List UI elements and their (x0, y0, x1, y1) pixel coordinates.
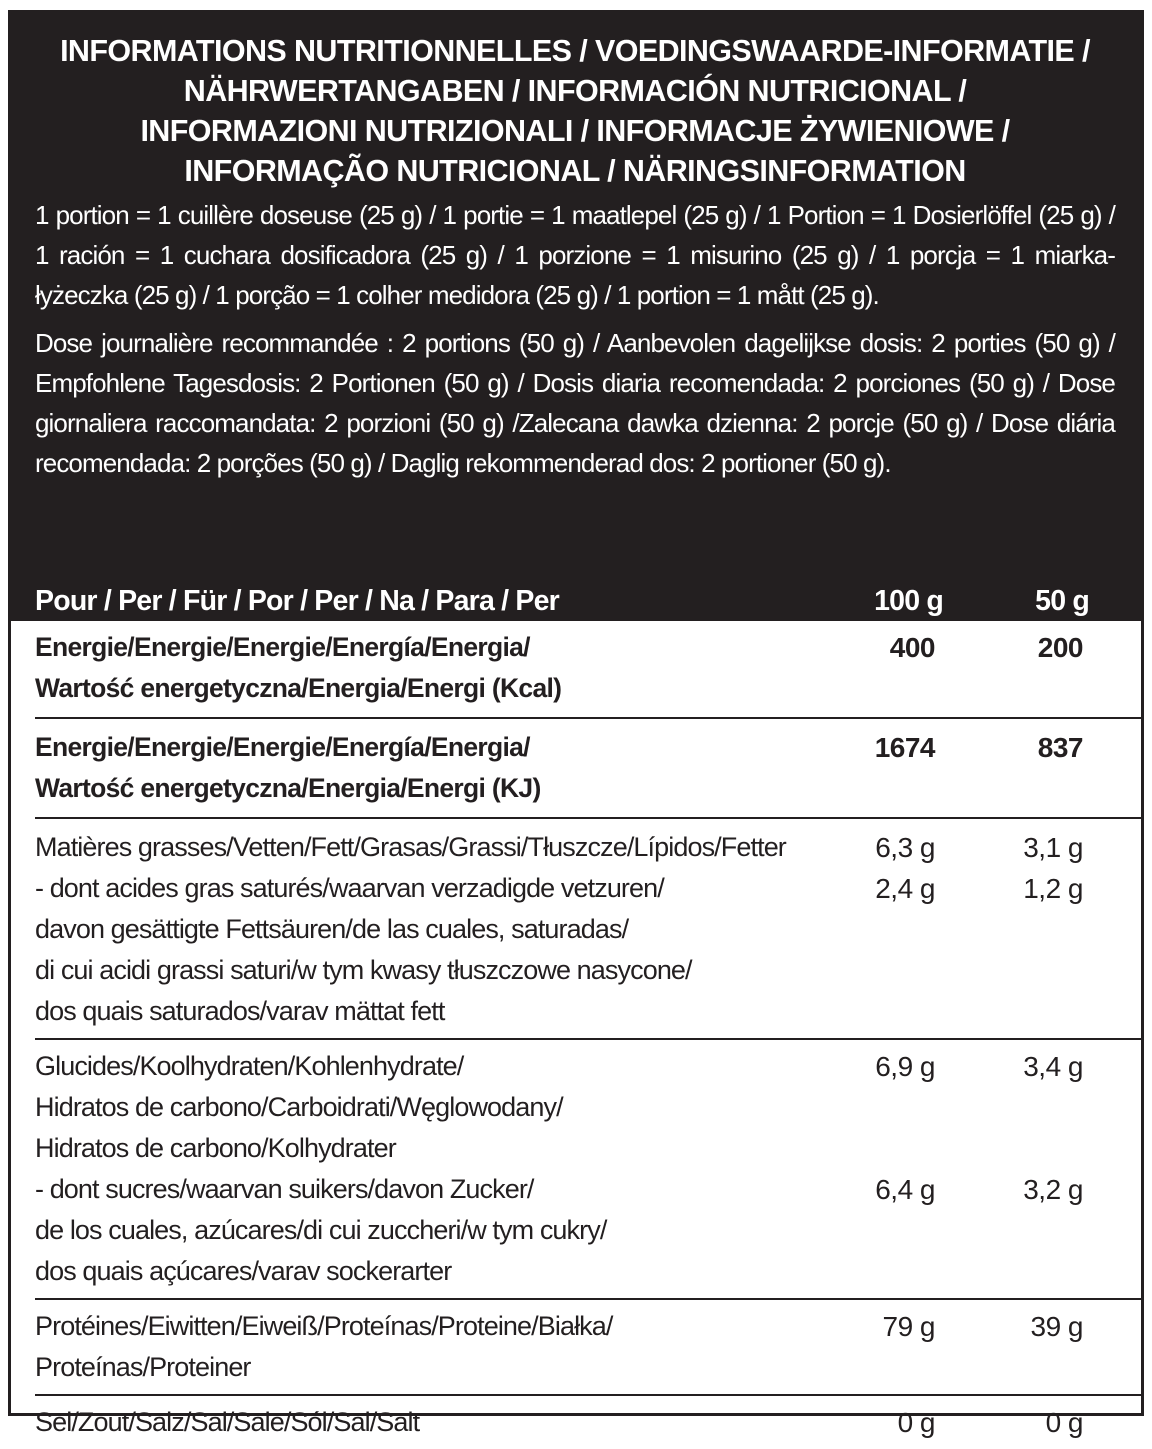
value-50g: 3,1 g (1023, 832, 1083, 863)
nutrient-main (35, 1306, 1141, 1388)
nutrient-name (35, 827, 1141, 868)
nutrient-name-line: Glucides/Koolhydraten/Kohlenhydrate/ (35, 1051, 464, 1081)
nutrient-main (35, 1402, 1141, 1443)
value-100g: 6,3 g (875, 832, 935, 863)
value-50g: 837 (1037, 732, 1083, 763)
nutrient-sub-name-line: - dont sucres/waarvan suikers/davon Zucker/ (35, 1174, 534, 1204)
value-100g: 0 g (897, 1407, 935, 1438)
sub-value-50g: 1,2 g (1023, 873, 1083, 904)
nutrient-sub-name-line: di cui acidi grassi saturi/w tym kwasy tłuszczowe nasycone/ (35, 955, 692, 985)
value-100g: 6,9 g (875, 1051, 935, 1082)
label-title (35, 31, 1115, 191)
nutrient-name-line: Energie/Energie/Energie/Energía/Energia/ (35, 632, 530, 662)
nutrient-sub-name (35, 868, 1141, 1032)
table-row (35, 1040, 1141, 1300)
nutrient-name-line: Hidratos de carbono/Carboidrati/Węglowodany/ (35, 1092, 563, 1122)
table-row (35, 1300, 1141, 1396)
nutrient-sub-name-line: dos quais saturados/varav mättat fett (35, 996, 445, 1026)
nutrient-main (35, 627, 1141, 709)
value-100g: 1674 (874, 732, 935, 763)
table-row (35, 719, 1141, 819)
nutrient-name (35, 627, 1141, 709)
nutrient-sub-name (35, 1169, 1141, 1292)
dose-text: Dose journalière recommandée : 2 portions (50 g) / Aanbevolen dagelijkse dosis: 2 porties (50 g) / Empfohlene Tagesdosis: 2 Portionen (50 g) / Dosis diaria recomendada: 2 porciones (50 g) / Dose giornaliera raccomandata: 2 porzioni (50 g) /Zalecana dawka dzienna: 2 porcje (50 g) / Dose diária recomendada: 2 porções (50 g) / Daglig rekommenderad dos: 2 portioner (50 g). (35, 328, 1115, 478)
table-row (35, 819, 1141, 1040)
value-50g: 39 g (1030, 1311, 1083, 1342)
nutrient-name (35, 1046, 1141, 1169)
nutrient-sub (35, 1169, 1141, 1292)
column-header-100g: 100 g (874, 585, 943, 617)
label-header (11, 13, 1141, 621)
nutrient-name-line: Wartość energetyczna/Energia/Energi (KJ) (35, 773, 541, 803)
portion-text: 1 portion = 1 cuillère doseuse (25 g) / 1 portie = 1 maatlepel (25 g) / 1 Portion = 1 Dosierlöffel (25 g) / 1 ración = 1 cuchara dosificadora (25 g) / 1 porzione = 1 misurino (25 g) / 1 porcja = 1 miarka-łyżeczka (25 g) / 1 porção = 1 colher medidora (25 g) / 1 portion = 1 mått (25 g). (35, 200, 1115, 310)
value-50g: 3,4 g (1023, 1051, 1083, 1082)
nutrient-sub-name-line: davon gesättigte Fettsäuren/de las cuales, saturadas/ (35, 914, 629, 944)
nutrient-name-line: Wartość energetyczna/Energia/Energi (Kcal) (35, 673, 562, 703)
table-row (35, 621, 1141, 719)
nutrient-name-line: Proteínas/Proteiner (35, 1352, 251, 1382)
nutrient-main (35, 827, 1141, 868)
per-label: Pour / Per / Für / Por / Per / Na / Para / Per (35, 585, 559, 617)
value-50g: 200 (1037, 632, 1083, 663)
nutrient-name (35, 1306, 1141, 1388)
value-100g: 79 g (882, 1311, 935, 1342)
title-line: INFORMAZIONI NUTRIZIONALI / INFORMACJE ŻYWIENIOWE / (140, 114, 1010, 148)
nutrient-sub-name-line: dos quais açúcares/varav sockerarter (35, 1256, 452, 1286)
nutrient-name (35, 727, 1141, 809)
nutrient-name (35, 1402, 1141, 1443)
title-line: INFORMATIONS NUTRITIONNELLES / VOEDINGSWAARDE-INFORMATIE / (60, 34, 1090, 68)
nutrient-table (11, 621, 1141, 1449)
nutrient-sub-name-line: - dont acides gras saturés/waarvan verzadigde vetzuren/ (35, 873, 664, 903)
value-50g: 0 g (1045, 1407, 1083, 1438)
sub-value-100g: 6,4 g (875, 1174, 935, 1205)
sub-value-100g: 2,4 g (875, 873, 935, 904)
nutrient-name-line: Protéines/Eiwitten/Eiweiß/Proteínas/Proteine/Białka/ (35, 1311, 613, 1341)
nutrient-name-line: Matières grasses/Vetten/Fett/Grasas/Grassi/Tłuszcze/Lípidos/Fetter (35, 832, 786, 862)
title-line: NÄHRWERTANGABEN / INFORMACIÓN NUTRICIONAL / (183, 74, 967, 108)
nutrient-name-line: Sel/Zout/Salz/Sal/Sale/Sól/Sal/Salt (35, 1407, 420, 1437)
nutrient-main (35, 1046, 1141, 1169)
nutrient-name-line: Energie/Energie/Energie/Energía/Energia/ (35, 732, 530, 762)
title-line: INFORMAÇÃO NUTRICIONAL / NÄRINGSINFORMATION (184, 154, 966, 188)
nutrient-sub-name-line: de los cuales, azúcares/di cui zuccheri/w tym cukry/ (35, 1215, 607, 1245)
sub-value-50g: 3,2 g (1023, 1174, 1083, 1205)
table-row (35, 1396, 1141, 1449)
per-header-row (35, 581, 1115, 621)
column-header-50g: 50 g (1035, 585, 1089, 617)
value-100g: 400 (889, 632, 935, 663)
nutrition-label (8, 10, 1144, 1438)
nutrient-name-line: Hidratos de carbono/Kolhydrater (35, 1133, 396, 1163)
nutrient-main (35, 727, 1141, 809)
nutrient-sub (35, 868, 1141, 1032)
